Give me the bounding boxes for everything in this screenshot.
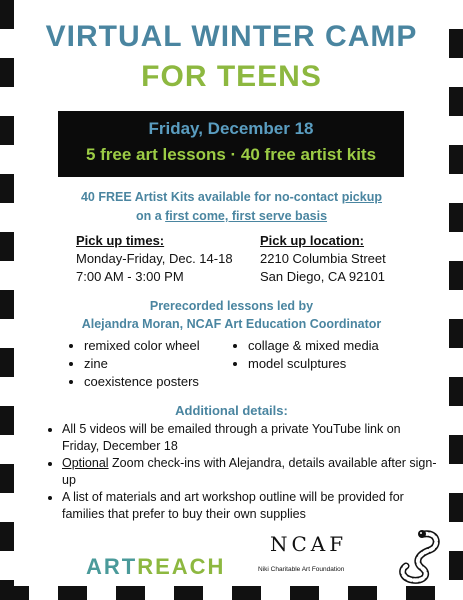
title-line-2: FOR TEENS	[141, 60, 322, 93]
flyer	[14, 0, 449, 586]
kits-notice	[14, 188, 449, 226]
snake-sculpture-icon	[394, 528, 444, 586]
pickup-location-heading: Pick up location:	[260, 233, 365, 248]
checkered-border-bottom	[0, 586, 463, 600]
kits-text-2: on a	[135, 209, 166, 223]
pickup-times-line-2: 7:00 AM - 3:00 PM	[76, 269, 184, 284]
pickup-times-line-1: Monday-Friday, Dec. 14-18	[76, 251, 233, 266]
pickup-times-heading: Pick up times:	[76, 233, 165, 248]
list-item: • coexistence posters	[84, 373, 200, 391]
prerecorded-lessons	[14, 297, 449, 333]
details-list	[46, 421, 438, 523]
pickup-times	[76, 232, 233, 286]
list-item: • All 5 videos will be emailed through a private YouTube link on Friday, December 18	[62, 421, 438, 455]
list-item: • collage & mixed media	[248, 337, 379, 355]
ncaf-letters: NCAF	[270, 532, 348, 556]
kits-text-1: 40 FREE Artist Kits available for no-contact	[80, 190, 342, 204]
additional-details-heading: Additional details:	[175, 403, 288, 418]
pickup-location-line-2: San Diego, CA 92101	[260, 269, 386, 284]
banner-date: Friday, December 18	[148, 119, 314, 138]
date-banner	[58, 111, 404, 177]
list-item: • remixed color wheel	[84, 337, 200, 355]
first-come-link[interactable]: first come, first serve basis	[165, 209, 328, 223]
title-line-1: VIRTUAL WINTER CAMP	[45, 20, 418, 53]
list-item: • model sculptures	[248, 355, 379, 373]
checkered-border-left	[0, 0, 14, 600]
prerecorded-line-2: Alejandra Moran, NCAF Art Education Coordinator	[81, 317, 382, 331]
list-item: • A list of materials and art workshop outline will be provided for families that prefer to buy their own supplies	[62, 489, 438, 523]
ncaf-caption: Niki Charitable Art Foundation	[258, 566, 345, 573]
prerecorded-line-1: Prerecorded lessons led by	[149, 299, 314, 313]
artreach-art: ART	[86, 554, 138, 579]
pickup-link[interactable]: pickup	[341, 190, 382, 204]
list-item	[62, 455, 438, 489]
artreach-logo	[86, 554, 225, 580]
pickup-location	[260, 232, 386, 286]
zoom-text: Zoom check-ins with Alejandra, details available after sign-up	[62, 456, 437, 487]
lessons-list-left	[68, 337, 200, 391]
banner-subtitle: 5 free art lessons · 40 free artist kits	[85, 145, 377, 164]
ncaf-logo	[258, 532, 394, 584]
artreach-reach: REACH	[137, 554, 226, 579]
list-item: • zine	[84, 355, 200, 373]
optional-label: Optional	[62, 456, 109, 470]
lessons-list-right	[232, 337, 379, 373]
checkered-border-right	[449, 0, 463, 600]
pickup-location-line-1: 2210 Columbia Street	[260, 251, 386, 266]
